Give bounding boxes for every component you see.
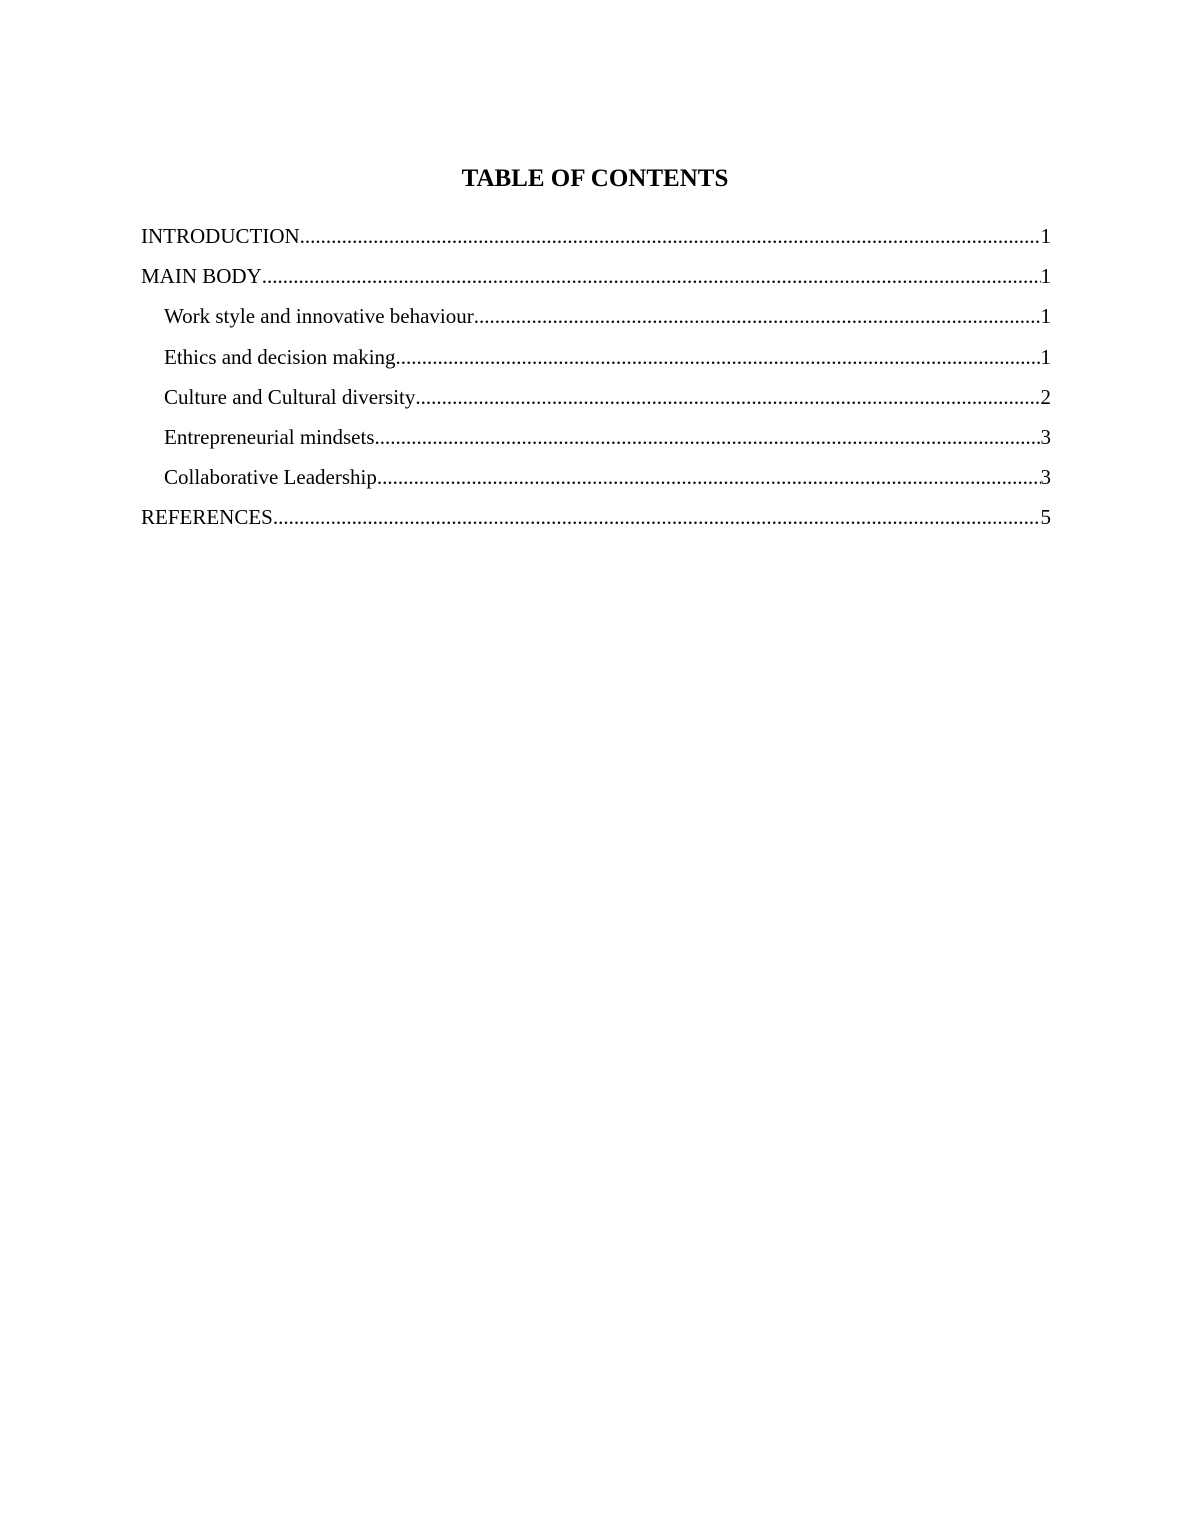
dot-leader xyxy=(396,341,1041,373)
dot-leader xyxy=(377,461,1041,493)
toc-entry-ethics[interactable] xyxy=(141,341,1051,381)
dot-leader xyxy=(273,501,1041,533)
toc-entry-collaborative-leadership[interactable] xyxy=(141,461,1051,501)
toc-entry-label: Entrepreneurial mindsets xyxy=(164,424,375,449)
toc-entry-label: INTRODUCTION xyxy=(141,224,300,248)
toc-entry-page-number: 1 xyxy=(1040,304,1051,329)
dot-leader xyxy=(300,220,1041,252)
toc-entry-page-number: 5 xyxy=(1040,505,1051,530)
toc-entry-introduction[interactable] xyxy=(141,220,1051,260)
toc-entry-page-number: 3 xyxy=(1040,465,1051,490)
toc-entry-label: Ethics and decision making xyxy=(164,344,396,369)
toc-entry-page-number: 2 xyxy=(1040,384,1051,409)
toc-entry-entrepreneurial[interactable] xyxy=(141,421,1051,461)
toc-entry-page-number: 3 xyxy=(1040,424,1051,449)
toc-entry-page-number: 1 xyxy=(1040,224,1051,248)
dot-leader xyxy=(474,300,1041,332)
toc-entry-main-body[interactable] xyxy=(141,260,1051,300)
toc-title: TABLE OF CONTENTS xyxy=(461,165,729,192)
toc-entry-label: Work style and innovative behaviour xyxy=(164,304,474,329)
toc-entry-label: Culture and Cultural diversity xyxy=(164,384,416,409)
dot-leader xyxy=(415,381,1040,413)
dot-leader xyxy=(375,421,1041,453)
dot-leader xyxy=(262,260,1041,292)
toc-entry-label: MAIN BODY xyxy=(141,264,262,289)
toc-entry-references[interactable] xyxy=(141,501,1051,541)
toc-entry-culture[interactable] xyxy=(141,381,1051,421)
toc-list xyxy=(141,220,1051,542)
toc-entry-page-number: 1 xyxy=(1040,344,1051,369)
toc-entry-label: Collaborative Leadership xyxy=(164,465,377,490)
toc-entry-work-style[interactable] xyxy=(141,300,1051,340)
toc-entry-label: REFERENCES xyxy=(141,505,273,530)
toc-entry-page-number: 1 xyxy=(1040,264,1051,289)
